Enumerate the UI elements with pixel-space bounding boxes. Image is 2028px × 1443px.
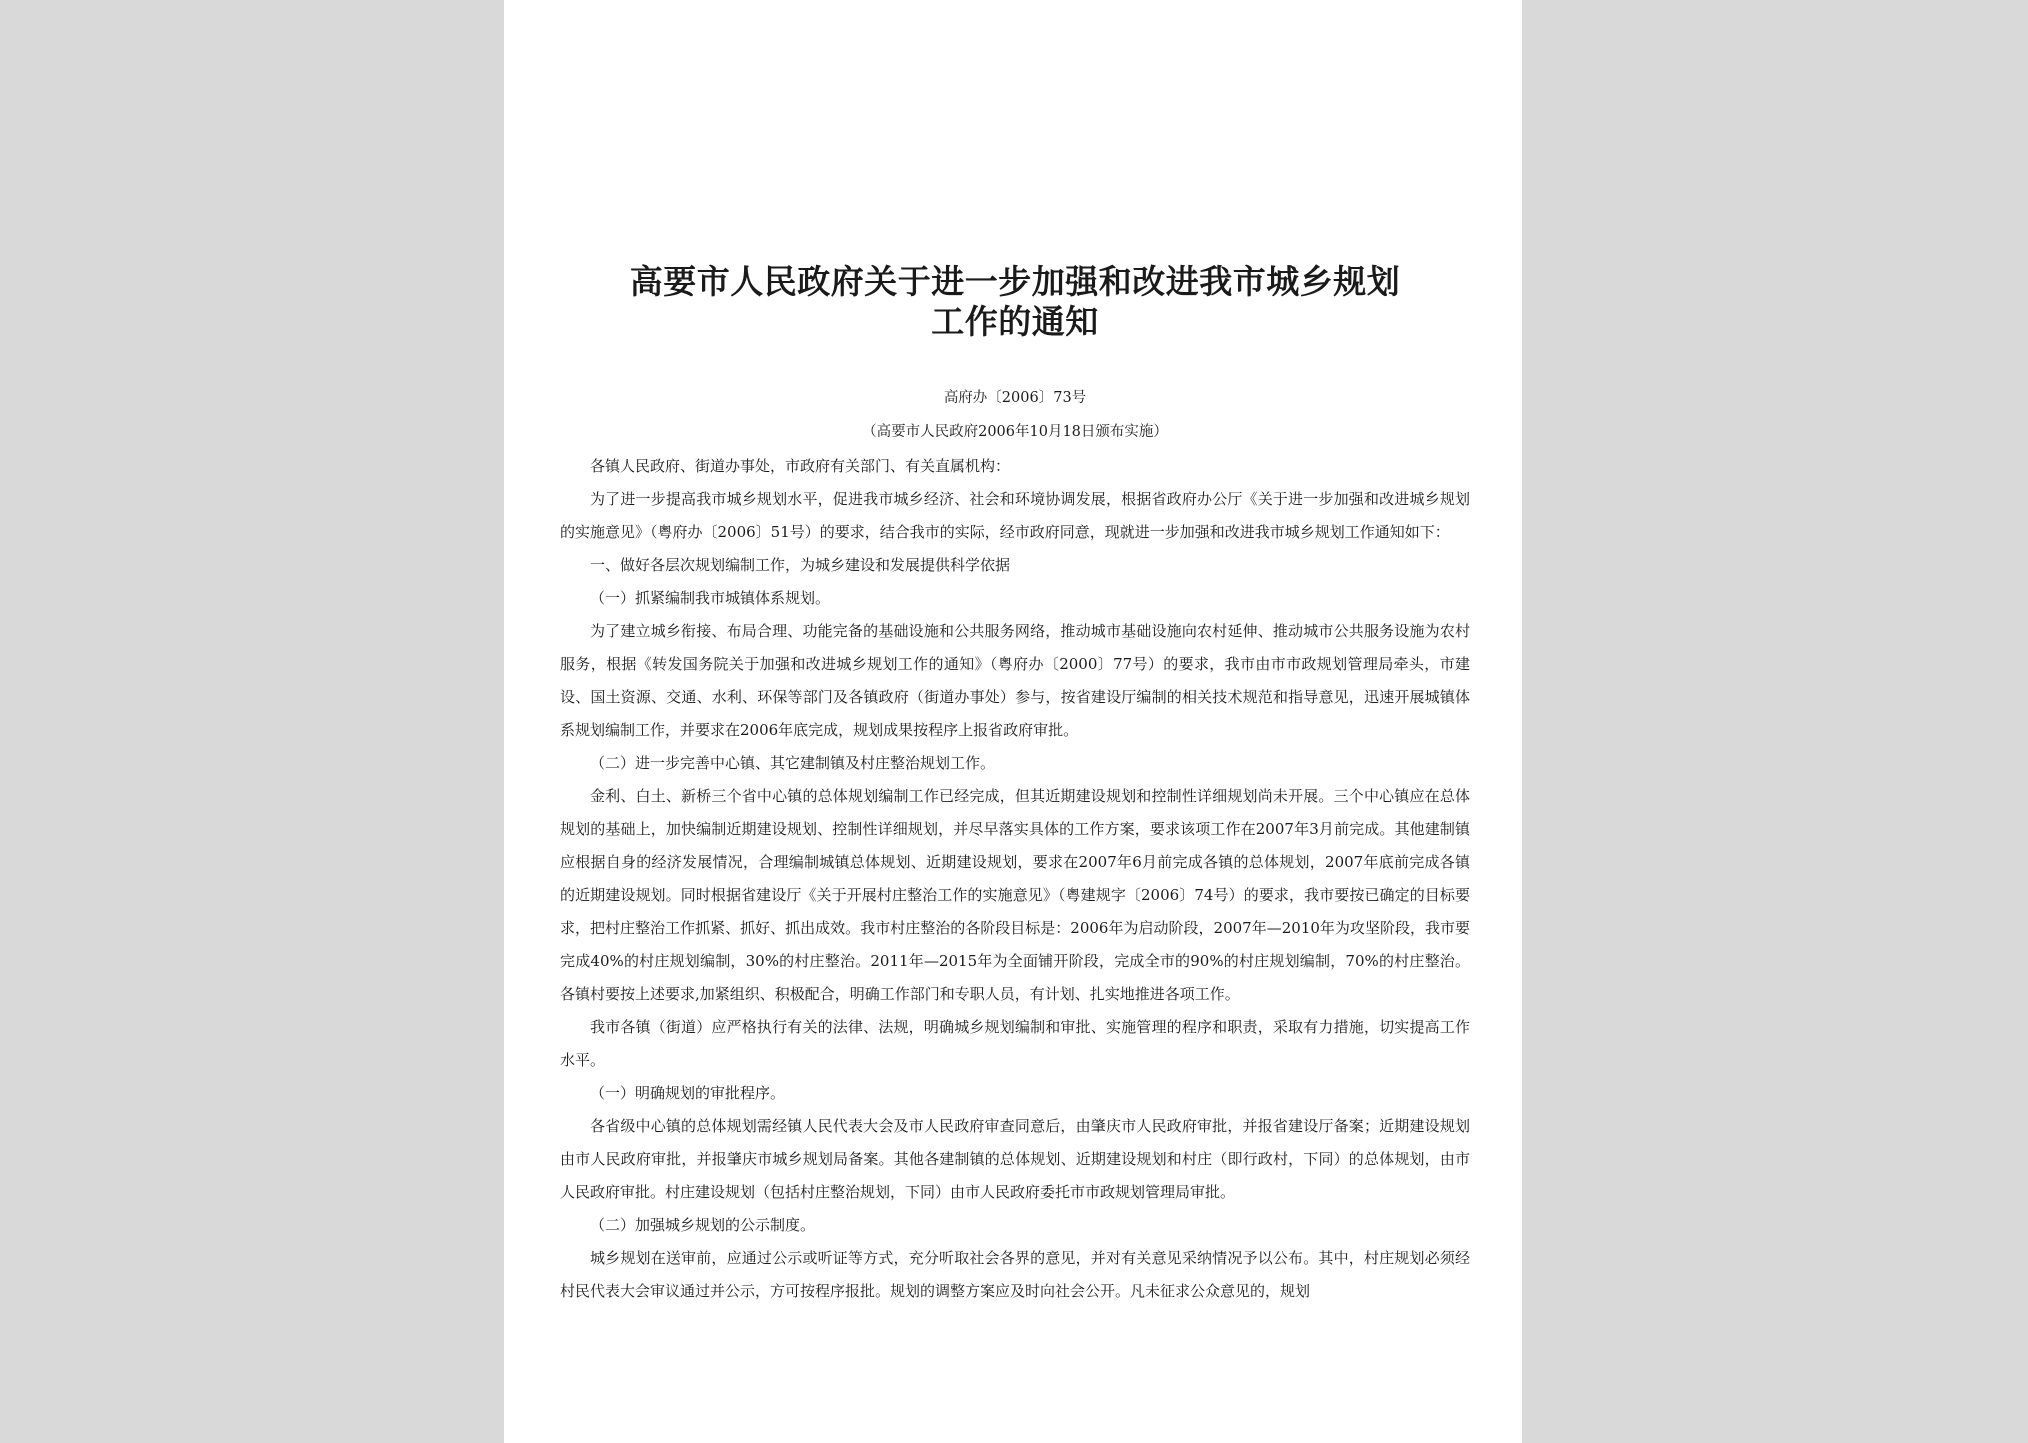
- subsection-heading: （二）加强城乡规划的公示制度。: [590, 1216, 816, 1234]
- paragraph: 城乡规划在送审前，应通过公示或听证等方式，充分听取社会各界的意见，并对有关意见采纳情况予以公布。其中，村庄规划必须经村民代表大会审议通过并公示，方可按程序报批。规划的调整方案应及时向社会公开。凡未征求公众意见的，规划: [560, 1249, 1470, 1300]
- paragraph: 为了建立城乡衔接、布局合理、功能完备的基础设施和公共服务网络，推动城市基础设施向农村延伸、推动城市公共服务设施为农村服务，根据《转发国务院关于加强和改进城乡规划工作的通知》（粤府办〔2000〕77号）的要求，我市由市市政规划管理局牵头，市建设、国土资源、交通、水利、环保等部门及各镇政府（街道办事处）参与，按省建设厅编制的相关技术规范和指导意见，迅速开展城镇体系规划编制工作，并要求在2006年底完成，规划成果按程序上报省政府审批。: [560, 622, 1470, 739]
- document-content: [560, 262, 1470, 1308]
- paragraph: 我市各镇（街道）应严格执行有关的法律、法规，明确城乡规划编制和审批、实施管理的程序和职责，采取有力措施，切实提高工作水平。: [560, 1018, 1470, 1069]
- paragraph-intro: 为了进一步提高我市城乡规划水平，促进我市城乡经济、社会和环境协调发展，根据省政府办公厅《关于进一步加强和改进城乡规划的实施意见》（粤府办〔2006〕51号）的要求，结合我市的实际，经市政府同意，现就进一步加强和改进我市城乡规划工作通知如下：: [560, 490, 1470, 541]
- paragraph: 金利、白土、新桥三个省中心镇的总体规划编制工作已经完成，但其近期建设规划和控制性详细规划尚未开展。三个中心镇应在总体规划的基础上，加快编制近期建设规划、控制性详细规划，并尽早落实具体的工作方案，要求该项工作在2007年3月前完成。其他建制镇应根据自身的经济发展情况，合理编制城镇总体规划、近期建设规划，要求在2007年6月前完成各镇的总体规划，2007年底前完成各镇的近期建设规划。同时根据省建设厅《关于开展村庄整治工作的实施意见》（粤建规字〔2006〕74号）的要求，我市要按已确定的目标要求，把村庄整治工作抓紧、抓好、抓出成效。我市村庄整治的各阶段目标是：2006年为启动阶段，2007年—2010年为攻坚阶段，我市要完成40%的村庄规划编制，30%的村庄整治。2011年—2015年为全面铺开阶段，完成全市的90%的村庄规划编制，70%的村庄整治。各镇村要按上述要求,加紧组织、积极配合，明确工作部门和专职人员，有计划、扎实地推进各项工作。: [560, 787, 1470, 1003]
- title-line-2: 工作的通知: [931, 302, 1099, 341]
- paragraph-addressee: 各镇人民政府、街道办事处，市政府有关部门、有关直属机构：: [590, 457, 1011, 475]
- subsection-heading: （二）进一步完善中心镇、其它建制镇及村庄整治规划工作。: [590, 754, 996, 772]
- subsection-heading: （一）抓紧编制我市城镇体系规划。: [590, 589, 831, 607]
- document-number: 高府办〔2006〕73号: [943, 390, 1087, 406]
- section-heading-1: 一、做好各层次规划编制工作，为城乡建设和发展提供科学依据: [590, 556, 1011, 574]
- paragraph: 各省级中心镇的总体规划需经镇人民代表大会及市人民政府审查同意后，由肇庆市人民政府审批，并报省建设厅备案；近期建设规划由市人民政府审批，并报肇庆市城乡规划局备案。其他各建制镇的总体规划、近期建设规划和村庄（即行政村，下同）的总体规划，由市人民政府审批。村庄建设规划（包括村庄整治规划，下同）由市人民政府委托市市政规划管理局审批。: [560, 1117, 1470, 1201]
- subsection-heading: （一）明确规划的审批程序。: [590, 1084, 786, 1102]
- title-line-1: 高要市人民政府关于进一步加强和改进我市城乡规划: [629, 262, 1401, 301]
- document-page: [504, 0, 1522, 1443]
- issued-note: （高要市人民政府2006年10月18日颁布实施）: [862, 424, 1168, 440]
- document-title: [560, 262, 1470, 342]
